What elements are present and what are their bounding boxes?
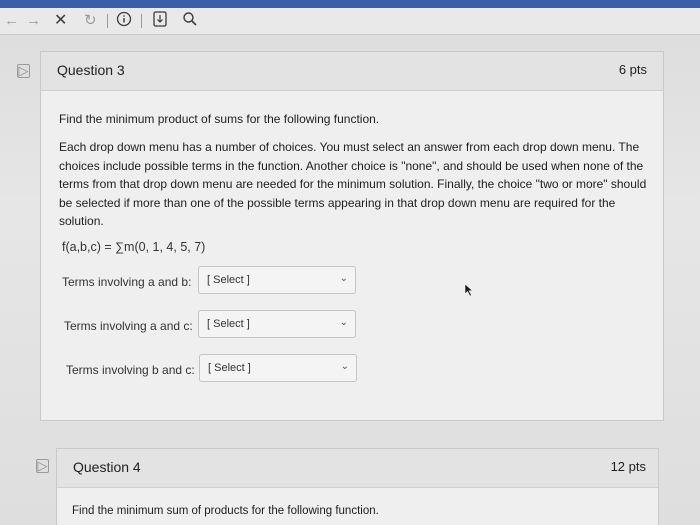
dropdown-label-ab: Terms involving a and b: [62,275,192,289]
chevron-down-icon: ⌄ [339,273,348,284]
question-4-points: 12 pts [610,459,646,474]
dropdown-ab[interactable] [198,266,356,294]
function-formula: f(a,b,c) = ∑m(0, 1, 4, 5, 7) [62,240,206,254]
dropdown-label-ac: Terms involving a and c: [64,319,193,333]
question-3-title: Question 3 [57,62,125,78]
reload-icon[interactable]: ↻ [84,12,97,29]
chevron-down-icon: ⌄ [340,361,349,372]
flag-question-3-icon[interactable]: ▷ [18,63,29,78]
dropdown-label-bc: Terms involving b and c: [66,363,195,377]
dropdown-ac-value: [ Select ] [207,318,250,330]
question-3-header [41,52,663,91]
dropdown-ac[interactable] [198,310,356,338]
toolbar-separator [141,14,142,28]
mouse-cursor-icon [464,283,474,297]
question-3-points: 6 pts [618,62,647,77]
question-4-title: Question 4 [73,459,141,475]
dropdown-ab-value: [ Select ] [207,274,250,286]
question-3-instructions: Each drop down menu has a number of choices. You must select an answer from each drop down menu. The choices include possible terms in the function. Another choice is "none", and should be used when none of the terms from that drop down menu are needed for the minimum solution. Finally, the choice "two or more" should be selected if more than one of the possible terms appearing in that drop down menu are required for the solution. [59,140,647,228]
dropdown-bc-value: [ Select ] [208,362,251,374]
toolbar-separator [107,14,108,28]
flag-question-4-icon[interactable]: ▷ [37,458,48,473]
save-page-icon[interactable] [153,11,167,33]
close-icon[interactable]: ✕ [54,12,68,29]
question-4-header [57,449,658,488]
back-arrow-icon[interactable]: ← [4,12,19,29]
question-4-prompt: Find the minimum sum of products for the following function. [72,505,379,517]
top-accent-strip [0,0,700,8]
info-icon[interactable] [116,11,132,33]
forward-arrow-icon[interactable]: → [26,12,41,29]
chevron-down-icon: ⌄ [339,317,348,328]
search-icon[interactable] [182,11,198,33]
question-3-prompt: Find the minimum product of sums for the following function. [59,112,380,126]
dropdown-bc[interactable] [199,354,357,382]
browser-toolbar [0,8,700,35]
question-3-card [40,51,664,421]
